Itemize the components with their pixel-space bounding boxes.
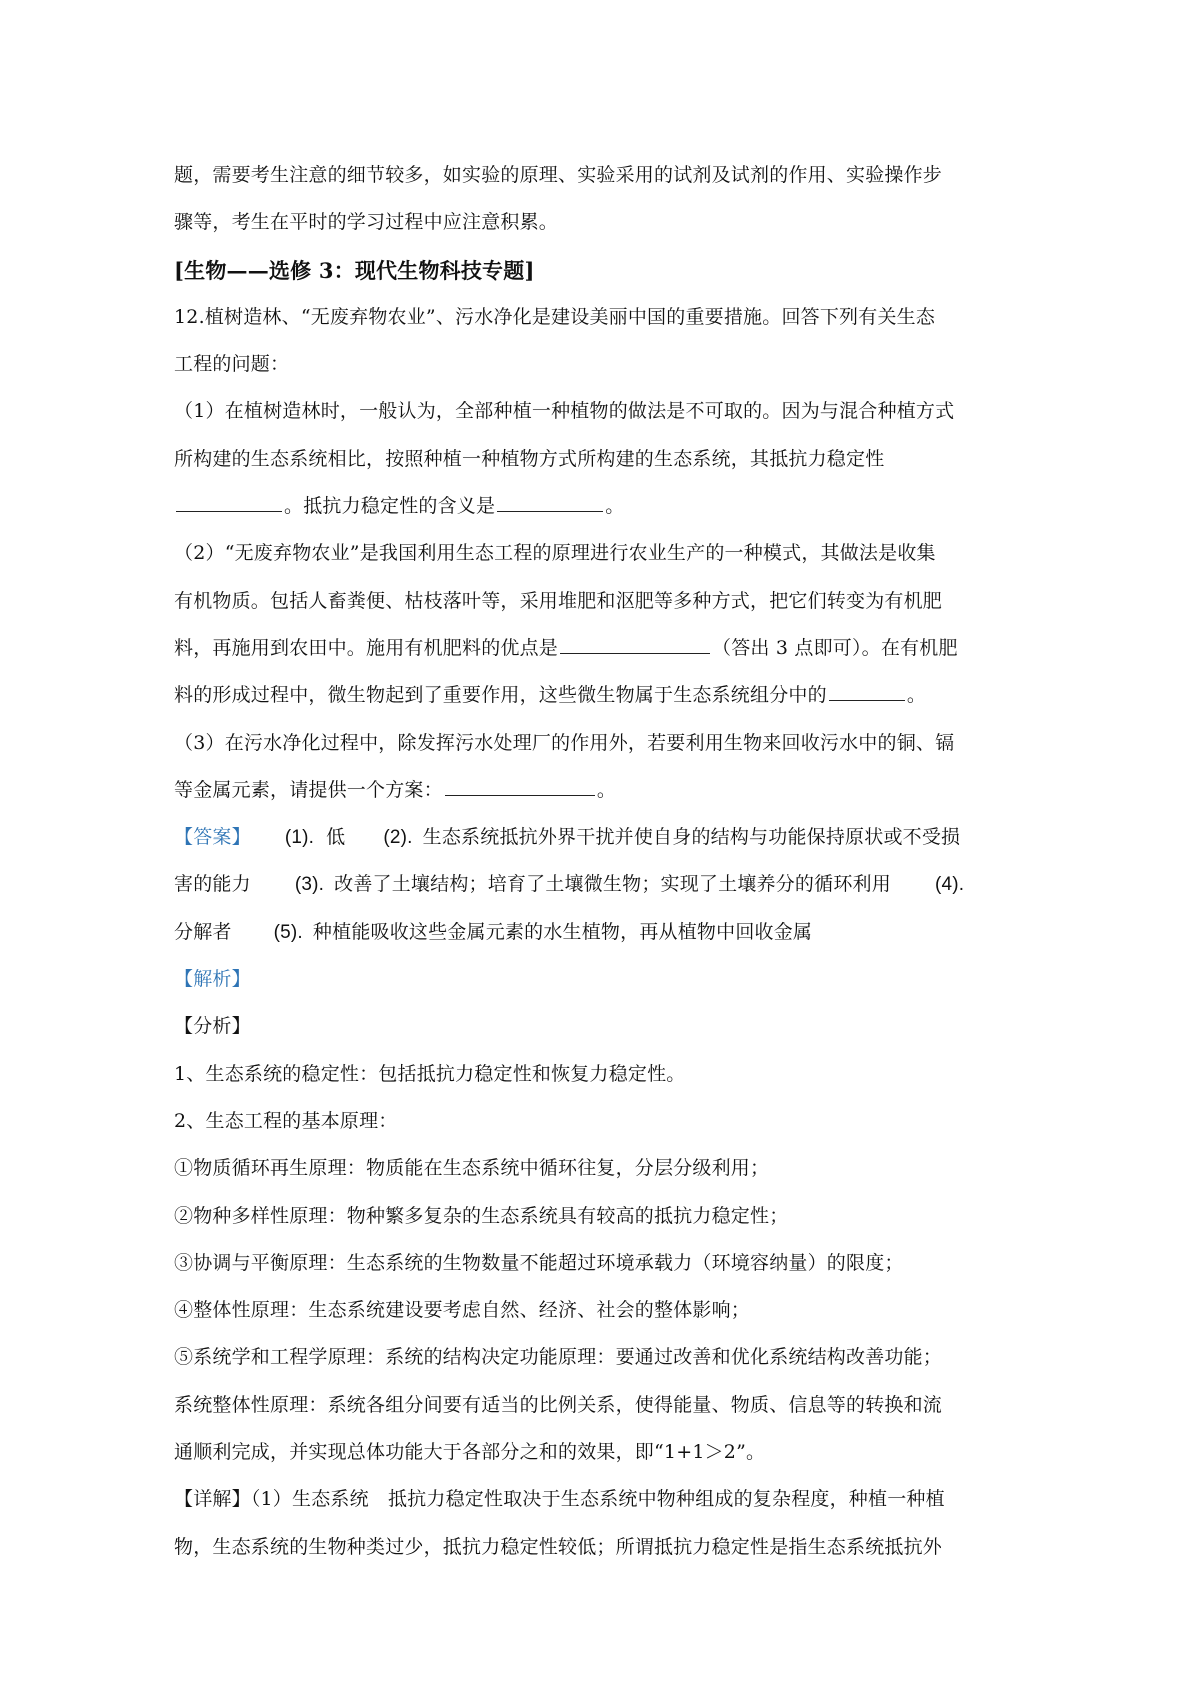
question-part2-text-a: 料，再施用到农田中。施用有机肥料的优点是: [174, 636, 559, 659]
question-part1-line-1: （1）在植树造林时，一般认为，全部种植一种植物的做法是不可取的。因为与混合种植方式: [174, 400, 955, 423]
question-part1-text: 。抵抗力稳定性的含义是: [284, 495, 496, 518]
answer-blank: [829, 678, 905, 701]
question-part3-line-2: [174, 767, 1036, 814]
question-stem-line-2: 工程的问题：: [174, 353, 290, 376]
analysis-line-8: 系统整体性原理：系统各组分间要有适当的比例关系，使得能量、物质、信息等的转换和流: [174, 1393, 943, 1416]
question-part2-line-3: [174, 625, 1036, 672]
answer-4-text: 分解者: [174, 920, 232, 943]
question-part3-text: 等金属元素，请提供一个方案：: [174, 778, 443, 801]
answer-line-2: [174, 861, 1036, 908]
analysis-line-6: ④整体性原理：生态系统建设要考虑自然、经济、社会的整体影响；: [174, 1299, 751, 1322]
analysis-line-3: ①物质循环再生原理：物质能在生态系统中循环往复，分层分级利用；: [174, 1157, 770, 1180]
answer-4-number: (4).: [934, 874, 965, 896]
detail-tag: 【详解】: [174, 1488, 251, 1511]
question-part1-end: 。: [605, 495, 625, 518]
answer-3-number: (3).: [294, 874, 325, 896]
answer-tag: 【答案】: [174, 826, 251, 849]
answer-2-text: 生态系统抵抗外界干扰并使自身的结构与功能保持原状或不受损: [422, 826, 961, 849]
question-part3-end: 。: [596, 778, 617, 801]
question-part3-line-1: （3）在污水净化过程中，除发挥污水处理厂的作用外，若要利用生物来回收污水中的铜、镉: [174, 731, 955, 754]
question-part1-line-3: [174, 483, 1036, 530]
section-title: [生物——选修 3：现代生物科技专题]: [174, 257, 535, 283]
answer-blank: [560, 631, 710, 654]
question-part2-line-4: [174, 672, 1036, 719]
answer-line-3: [174, 909, 1036, 956]
question-part2-line-1: （2）“无废弃物农业”是我国利用生态工程的原理进行农业生产的一种模式，其做法是收集: [174, 542, 936, 565]
page-content: [174, 152, 1036, 1571]
question-part2-text-d: 。: [906, 684, 927, 707]
question-stem-line-1: 12.植树造林、“无废弃物农业”、污水净化是建设美丽中国的重要措施。回答下列有关生态: [174, 305, 936, 328]
analysis-line-1: 1、生态系统的稳定性：包括抵抗力稳定性和恢复力稳定性。: [174, 1062, 686, 1085]
analysis-line-7: ⑤系统学和工程学原理：系统的结构决定功能原理：要通过改善和优化系统结构改善功能；: [174, 1346, 943, 1369]
answer-2-number: (2).: [383, 827, 413, 849]
detail-line-1: [174, 1476, 1036, 1523]
answer-1-number: (1).: [284, 827, 315, 849]
answer-3-text: 改善了土壤结构；培育了土壤微生物；实现了土壤养分的循环利用: [334, 873, 891, 896]
intro-line-2: 骤等，考生在平时的学习过程中应注意积累。: [174, 211, 559, 234]
detail-line-2: 物，生态系统的生物种类过少，抵抗力稳定性较低；所谓抵抗力稳定性是指生态系统抵抗外: [174, 1535, 943, 1558]
intro-line-1: 题，需要考生注意的细节较多，如实验的原理、实验采用的试剂及试剂的作用、实验操作步: [174, 164, 943, 186]
answer-2-text-cont: 害的能力: [174, 873, 251, 896]
analysis-line-5: ③协调与平衡原理：生态系统的生物数量不能超过环境承载力（环境容纳量）的限度；: [174, 1251, 904, 1274]
analysis-heading: 【分析】: [174, 1015, 251, 1038]
answer-5-number: (5).: [273, 921, 303, 943]
answer-blank: [176, 489, 282, 512]
question-part2-text-c: 料的形成过程中，微生物起到了重要作用，这些微生物属于生态系统组分中的: [174, 684, 827, 707]
question-part1-line-2: 所构建的生态系统相比，按照种植一种植物方式所构建的生态系统，其抵抗力稳定性: [174, 447, 885, 470]
answer-5-text: 种植能吸收这些金属元素的水生植物，再从植物中回收金属: [312, 920, 813, 943]
answer-line-1: [174, 814, 1036, 861]
answer-1-text: 低: [326, 826, 346, 849]
answer-blank: [497, 489, 603, 512]
answer-blank: [445, 773, 595, 796]
analysis-line-9: 通顺利完成，并实现总体功能大于各部分之和的效果，即“1+1＞2”。: [174, 1441, 766, 1464]
analysis-line-4: ②物种多样性原理：物种繁多复杂的生态系统具有较高的抵抗力稳定性；: [174, 1204, 789, 1227]
question-part2-text-b: （答出 3 点即可）。在有机肥: [712, 636, 958, 659]
question-part2-line-2: 有机物质。包括人畜粪便、枯枝落叶等，采用堆肥和沤肥等多种方式，把它们转变为有机肥: [174, 589, 943, 612]
analysis-tag: 【解析】: [174, 968, 251, 991]
detail-text-1: （1）生态系统 抵抗力稳定性取决于生态系统中物种组成的复杂程度，种植一种植: [250, 1488, 945, 1511]
analysis-line-2: 2、生态工程的基本原理：: [174, 1109, 398, 1132]
